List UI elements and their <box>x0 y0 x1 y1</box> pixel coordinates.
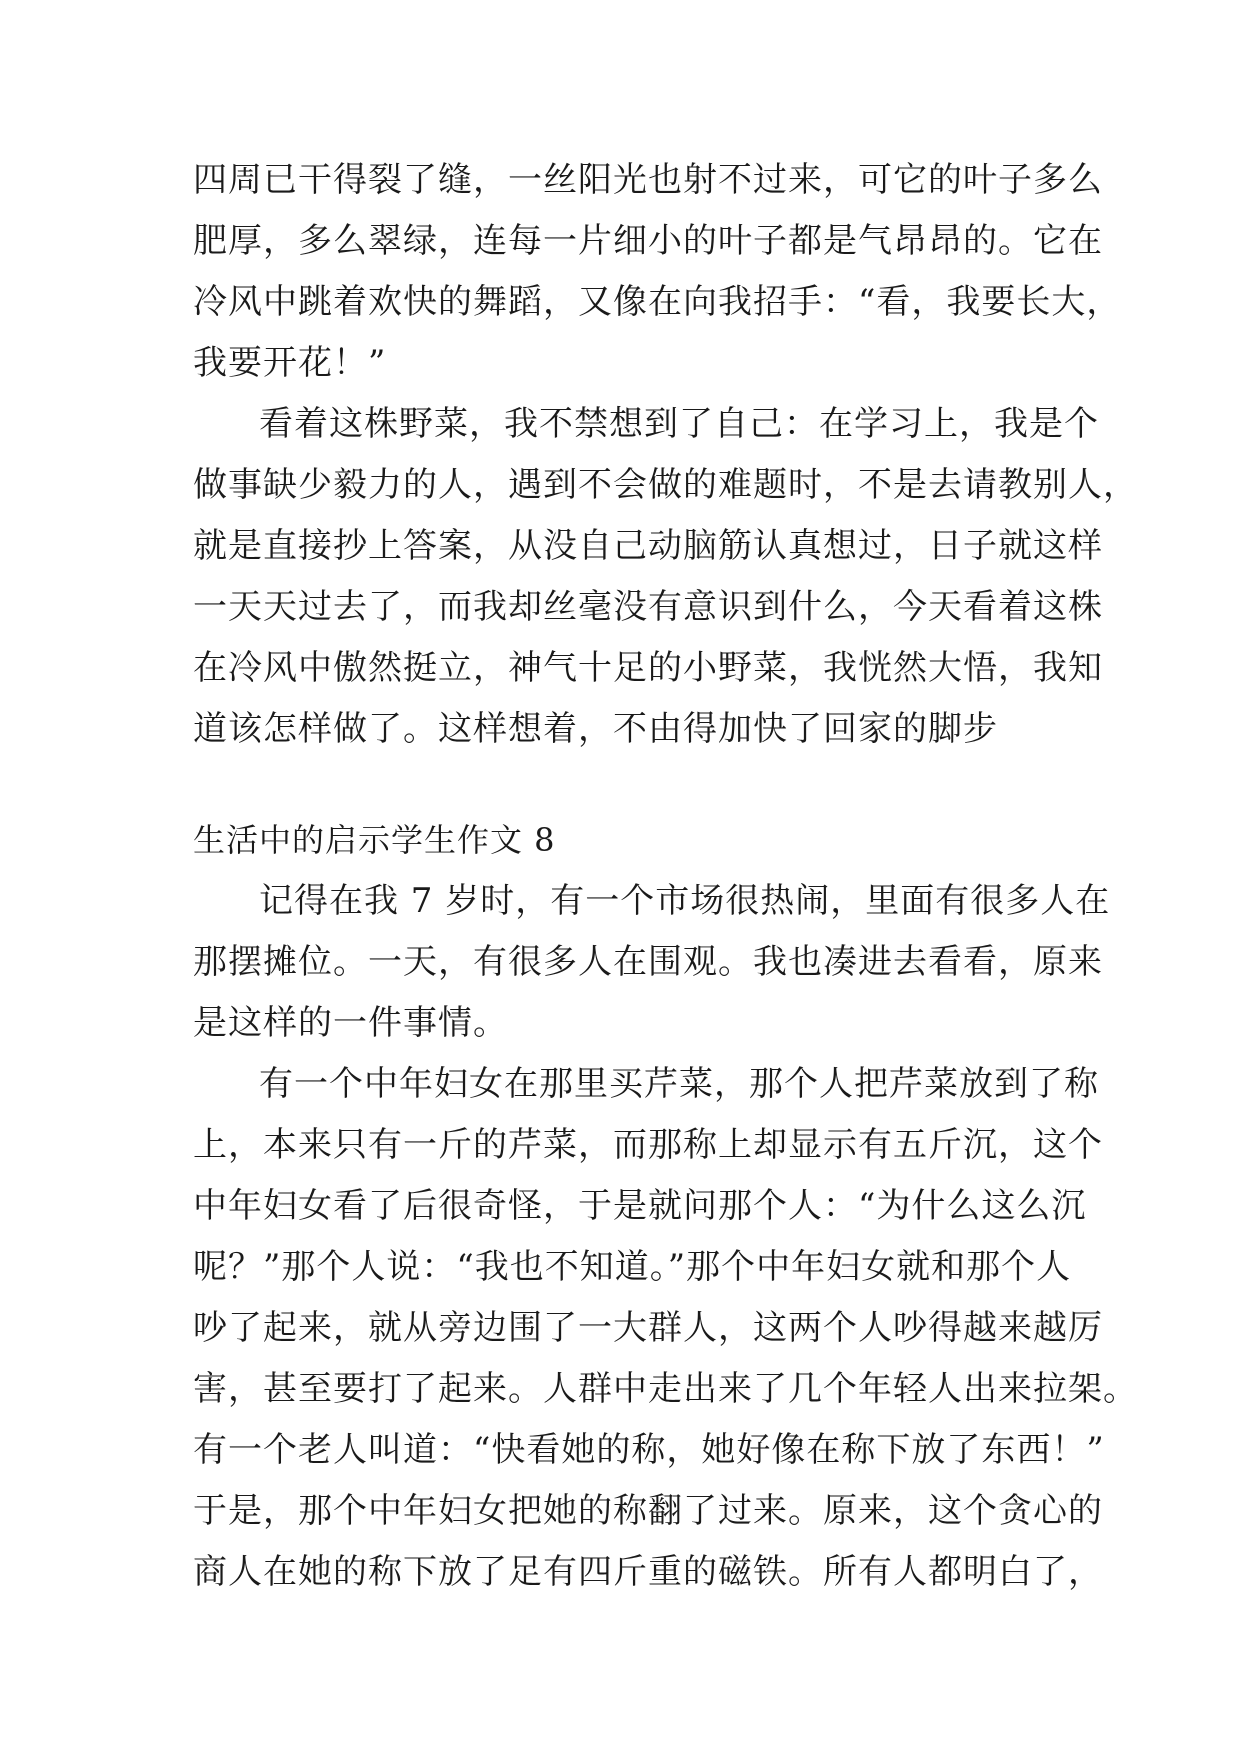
text-line: 记得在我 7 岁时，有一个市场很热闹，里面有很多人在 <box>259 881 1111 921</box>
text-line: 道该怎样做了。这样想着，不由得加快了回家的脚步 <box>193 709 998 749</box>
paragraph-market-story <box>193 1054 1138 1603</box>
text-line: 那摆摊位。一天，有很多人在围观。我也凑进去看看，原来 <box>193 942 1103 982</box>
text-line: 一天天过去了，而我却丝毫没有意识到什么，今天看着这株 <box>193 587 1103 627</box>
section-gap <box>193 760 1063 810</box>
section-heading: 生活中的启示学生作文 8 <box>193 821 556 859</box>
text-line: 是这样的一件事情。 <box>193 1003 508 1043</box>
text-line: 上，本来只有一斤的芹菜，而那称上却显示有五斤沉，这个 <box>193 1125 1103 1165</box>
text-line: 于是，那个中年妇女把她的称翻了过来。原来，这个贪心的 <box>193 1491 1103 1531</box>
paragraph-reflection <box>193 394 1138 760</box>
text-line: 在冷风中傲然挺立，神气十足的小野菜，我恍然大悟，我知 <box>193 648 1103 688</box>
text-line: 看着这株野菜，我不禁想到了自己：在学习上，我是个 <box>259 404 1099 444</box>
text-line: 有一个老人叫道：“快看她的称，她好像在称下放了东西！” <box>193 1430 1105 1470</box>
text-line: 吵了起来，就从旁边围了一大群人，这两个人吵得越来越厉 <box>193 1308 1103 1348</box>
text-line: 中年妇女看了后很奇怪，于是就问那个人：“为什么这么沉 <box>193 1186 1087 1226</box>
paragraph-plant-description <box>193 150 1122 394</box>
text-line: 就是直接抄上答案，从没自己动脑筋认真想过，日子就这样 <box>193 526 1103 566</box>
text-line: 我要开花！” <box>193 343 387 383</box>
text-line: 有一个中年妇女在那里买芹菜，那个人把芹菜放到了称 <box>259 1064 1099 1104</box>
text-line: 四周已干得裂了缝，一丝阳光也射不过来，可它的叶子多么 <box>193 160 1103 200</box>
text-line: 肥厚，多么翠绿，连每一片细小的叶子都是气昂昂的。它在 <box>193 221 1103 261</box>
text-line: 呢？”那个人说：“我也不知道。”那个中年妇女就和那个人 <box>193 1247 1072 1287</box>
document-page <box>193 150 1138 1603</box>
text-line: 冷风中跳着欢快的舞蹈，又像在向我招手：“看，我要长大， <box>193 282 1122 322</box>
paragraph-market-intro <box>193 871 1111 1054</box>
text-line: 商人在她的称下放了足有四斤重的磁铁。所有人都明白了， <box>193 1552 1103 1592</box>
text-line: 害，甚至要打了起来。人群中走出来了几个年轻人出来拉架。 <box>193 1369 1138 1409</box>
text-line: 做事缺少毅力的人，遇到不会做的难题时，不是去请教别人， <box>193 465 1138 505</box>
